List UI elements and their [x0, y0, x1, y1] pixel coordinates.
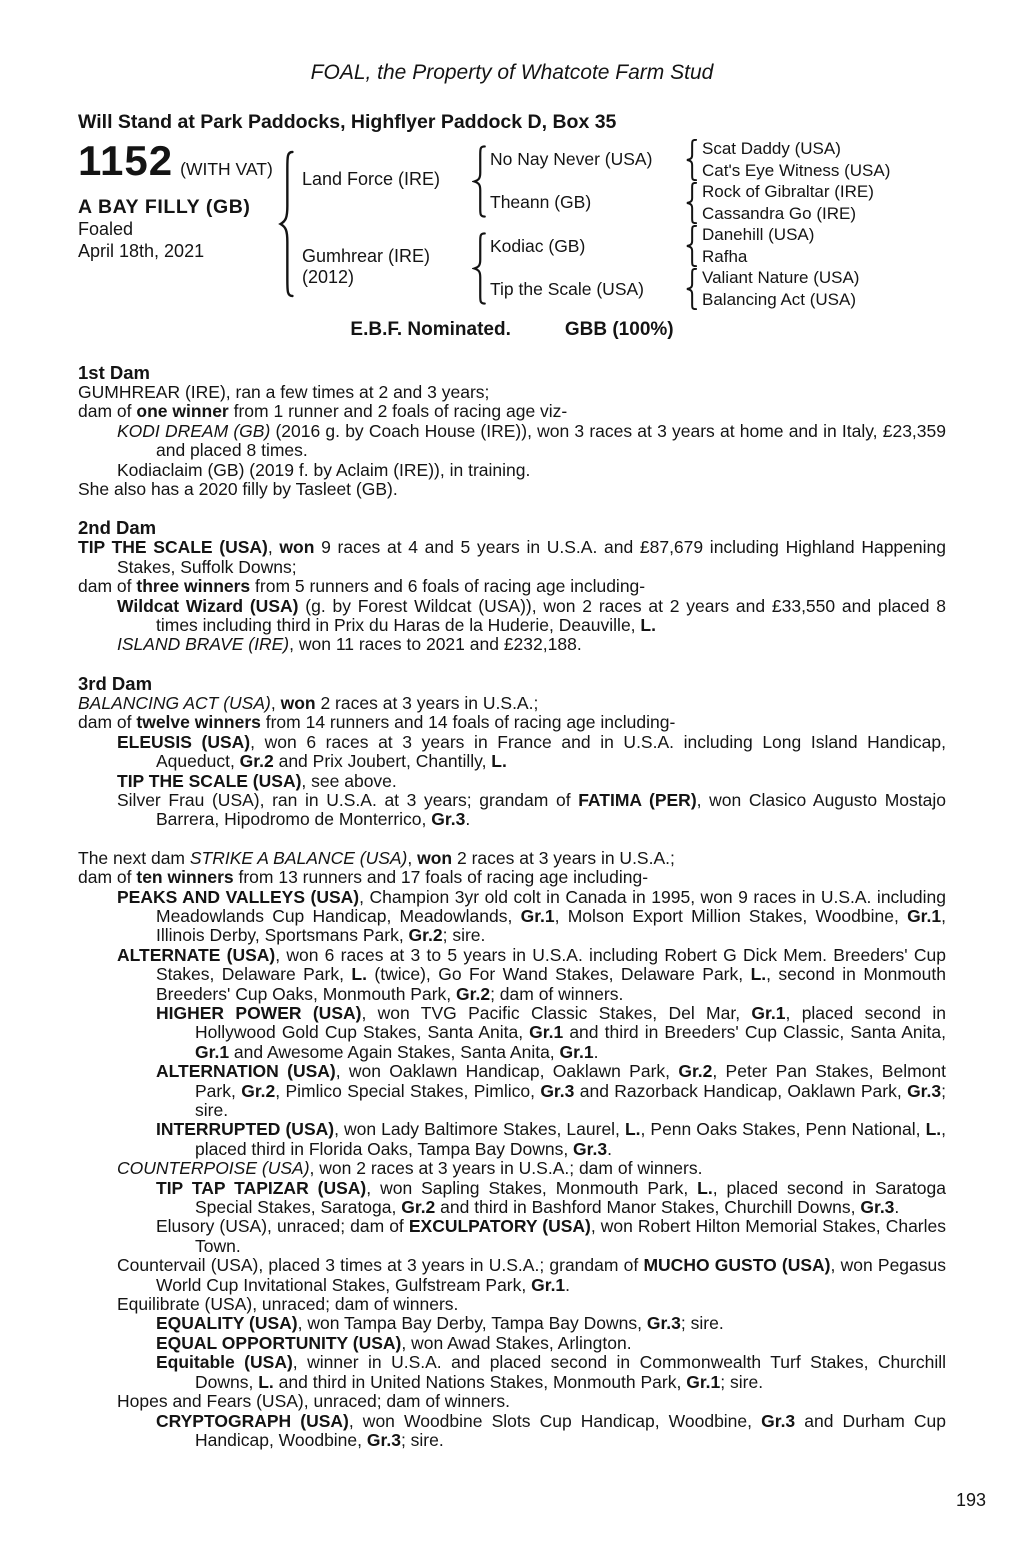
- gbb-note: GBB (100%): [564, 319, 674, 340]
- brace-icon: [685, 225, 698, 267]
- pedigree-paragraph: [78, 1334, 946, 1353]
- great-grandparent-name: Cassandra Go (IRE): [702, 203, 856, 223]
- pedigree-paragraph: [78, 480, 946, 499]
- text-segment: COUNTERPOISE (USA): [117, 1158, 310, 1179]
- text-segment: , placed second in Saratoga Special Stakes, Saratoga,: [195, 1177, 946, 1218]
- vat-note: (WITH VAT): [180, 159, 273, 179]
- pedigree-paragraph: [78, 1256, 946, 1295]
- text-segment: Gr.1: [559, 1041, 594, 1062]
- pedigree-paragraph: [78, 694, 946, 713]
- pedigree-paragraph: [78, 1353, 946, 1392]
- text-segment: , won Robert Hilton Memorial Stakes, Charles Town.: [195, 1216, 947, 1256]
- text-segment: PEAKS AND VALLEYS (USA): [117, 886, 360, 907]
- text-segment: Gr.2: [239, 751, 274, 772]
- brace-icon: [685, 182, 698, 224]
- text-segment: Gr.1: [195, 1041, 230, 1062]
- text-segment: , won 6 races at 3 to 5 years in U.S.A. including Robert G Dick Mem. Breeders' Cup Stakes, Delaware Park,: [156, 944, 946, 985]
- text-segment: and third in United Nations Stakes, Monmouth Park,: [273, 1371, 687, 1392]
- text-segment: ELEUSIS (USA): [117, 731, 251, 752]
- dam-section: [78, 363, 946, 499]
- text-segment: , Penn Oaks Stakes, Penn National,: [640, 1119, 926, 1140]
- brace-icon: [472, 145, 487, 218]
- text-segment: Gr.3: [860, 1197, 895, 1218]
- text-segment: from 14 runners and 14 foals of racing age including-: [260, 712, 676, 733]
- text-segment: GUMHREAR (IRE), ran a few times at 2 and 3 years;: [78, 382, 490, 402]
- text-segment: and third in Breeders' Cup Classic, Santa Anita,: [563, 1022, 946, 1043]
- text-segment: Equitable (USA): [156, 1352, 293, 1373]
- text-segment: CRYPTOGRAPH (USA): [156, 1410, 349, 1431]
- pedigree-paragraph: [78, 402, 946, 421]
- text-segment: Kodiaclaim (GB) (2019 f. by Aclaim (IRE)), in training.: [117, 459, 531, 480]
- text-segment: ; sire.: [720, 1371, 764, 1392]
- text-segment: TIP THE SCALE (USA): [117, 770, 302, 791]
- text-segment: and Durham Cup Handicap, Woodbine,: [195, 1410, 946, 1450]
- pedigree-paragraph: [78, 422, 946, 461]
- text-segment: .: [465, 809, 471, 830]
- text-segment: L.: [640, 615, 656, 636]
- pedigree-paragraph: [78, 1295, 946, 1314]
- brace-icon: [685, 268, 698, 310]
- text-segment: Gr.3: [540, 1080, 575, 1101]
- text-segment: L.: [351, 964, 367, 985]
- text-segment: .: [607, 1138, 612, 1159]
- pedigree-paragraph: [78, 461, 946, 480]
- text-segment: and third in Bashford Manor Stakes, Churchill Downs,: [435, 1197, 861, 1218]
- text-segment: (twice), Go For Wand Stakes, Delaware Park,: [366, 964, 751, 985]
- pedigree-paragraph: [78, 713, 946, 732]
- nomination-line: [78, 319, 946, 340]
- pedigree-paragraph: [78, 733, 946, 772]
- great-grandparent-name: Rafha: [702, 246, 748, 266]
- text-segment: Gr.1: [907, 905, 942, 926]
- pedigree-paragraph: [78, 1179, 946, 1218]
- text-segment: Hopes and Fears (USA), unraced; dam of winners.: [117, 1391, 510, 1412]
- text-segment: EQUAL OPPORTUNITY (USA): [156, 1332, 402, 1353]
- text-segment: Gr.2: [241, 1080, 276, 1101]
- text-segment: Gr.3: [761, 1410, 796, 1431]
- pedigree-paragraph: [78, 849, 946, 868]
- pedigree-paragraph: [78, 791, 946, 830]
- great-grandparent-name: Danehill (USA): [702, 225, 815, 244]
- text-segment: STRIKE A BALANCE (USA): [189, 847, 408, 868]
- pedigree-paragraph: [78, 1314, 946, 1333]
- text-segment: , won 11 races to 2021 and £232,188.: [289, 634, 582, 655]
- pedigree-paragraph: [78, 1120, 946, 1159]
- text-segment: Gr.1: [529, 1022, 564, 1043]
- text-segment: ; sire.: [195, 1080, 946, 1120]
- text-segment: twelve winners: [136, 712, 261, 733]
- text-segment: Countervail (USA), placed 3 times at 3 years in U.S.A.; grandam of: [117, 1255, 644, 1276]
- text-segment: Silver Frau (USA), ran in U.S.A. at 3 years; grandam of: [117, 789, 579, 810]
- text-segment: Equilibrate (USA), unraced; dam of winners.: [117, 1294, 459, 1315]
- grandparent-name: Theann (GB): [490, 192, 592, 212]
- text-segment: won: [280, 692, 316, 713]
- text-segment: ; sire.: [442, 925, 486, 946]
- brace-icon: [278, 149, 295, 299]
- pedigree-paragraph: [78, 1392, 946, 1411]
- text-segment: (g. by Forest Wildcat (USA)), won 2 races at 2 years and £33,550 and placed 8 times including third in Prix du Haras de la Huderie, Deauville,: [156, 595, 946, 636]
- great-grandparent-name: Valiant Nature (USA): [702, 268, 860, 287]
- dam-name: Gumhrear (IRE): [302, 246, 431, 266]
- text-segment: ,: [267, 537, 280, 558]
- text-segment: .: [593, 1041, 599, 1062]
- text-segment: , see above.: [301, 770, 397, 791]
- text-segment: , won Oaklawn Handicap, Oaklawn Park,: [335, 1061, 679, 1082]
- text-segment: ,: [270, 692, 281, 713]
- text-segment: Gr.3: [646, 1313, 681, 1334]
- pedigree-paragraph: [78, 1412, 946, 1451]
- text-segment: INTERRUPTED (USA): [156, 1119, 335, 1140]
- text-segment: L.: [750, 964, 767, 985]
- text-segment: FATIMA (PER): [578, 789, 697, 810]
- pedigree-paragraph: [78, 635, 946, 654]
- text-segment: and Awesome Again Stakes, Santa Anita,: [229, 1041, 560, 1062]
- text-segment: ; sire.: [400, 1429, 444, 1450]
- text-segment: Wildcat Wizard (USA): [117, 595, 299, 616]
- text-segment: , won Lady Baltimore Stakes, Laurel,: [334, 1119, 625, 1140]
- text-segment: HIGHER POWER (USA): [156, 1002, 362, 1023]
- text-segment: The next dam: [78, 847, 190, 868]
- text-segment: 2 races at 3 years in U.S.A.;: [315, 692, 539, 713]
- text-segment: L.: [624, 1119, 641, 1140]
- text-segment: , Peter Pan Stakes, Belmont Park,: [195, 1061, 946, 1101]
- pedigree-paragraph: [78, 868, 946, 887]
- text-segment: BALANCING ACT (USA): [78, 692, 271, 713]
- text-segment: ISLAND BRAVE (IRE): [117, 634, 290, 655]
- text-segment: and Prix Joubert, Chantilly,: [273, 751, 492, 772]
- text-segment: Gr.2: [401, 1197, 436, 1218]
- text-segment: , placed third in Florida Oaks, Tampa Bay Downs,: [195, 1119, 946, 1159]
- section-header: 3rd Dam: [78, 672, 153, 694]
- text-segment: KODI DREAM (GB): [117, 420, 271, 441]
- great-grandparent-name: Cat's Eye Witness (USA): [702, 160, 891, 180]
- text-segment: , won 6 races at 3 years in France and in U.S.A. including Long Island Handicap, Aqueduct,: [156, 731, 946, 772]
- text-segment: , won Awad Stakes, Arlington.: [401, 1332, 632, 1353]
- sire-name: Land Force (IRE): [302, 169, 441, 189]
- great-grandparent-name: Rock of Gibraltar (IRE): [702, 182, 874, 201]
- text-segment: ten winners: [136, 867, 234, 888]
- text-segment: .: [565, 1274, 571, 1295]
- text-segment: TIP THE SCALE (USA): [78, 537, 268, 558]
- stand-location-line: Will Stand at Park Paddocks, Highflyer Paddock D, Box 35: [78, 111, 617, 133]
- brace-icon: [685, 139, 698, 181]
- section-header: 1st Dam: [78, 362, 150, 383]
- text-segment: , Molson Export Million Stakes, Woodbine,: [554, 905, 908, 926]
- pedigree-paragraph: [78, 1159, 946, 1178]
- pedigree-paragraph: [78, 538, 946, 577]
- text-segment: and Razorback Handicap, Oaklawn Park,: [574, 1080, 908, 1101]
- text-segment: L.: [697, 1177, 713, 1198]
- ebf-nominated-note: E.B.F. Nominated.: [350, 319, 511, 340]
- text-segment: Gr.3: [431, 809, 466, 830]
- text-segment: ALTERNATION (USA): [156, 1061, 336, 1082]
- text-segment: from 1 runner and 2 foals of racing age viz-: [228, 401, 568, 422]
- text-segment: Gr.3: [573, 1138, 608, 1159]
- pedigree-paragraph: [78, 1062, 946, 1120]
- great-grandparent-name: Scat Daddy (USA): [702, 139, 841, 158]
- text-segment: (2016 g. by Coach House (IRE)), won 3 races at 3 years at home and in Italy, £23,359 and placed 8 times.: [156, 420, 946, 461]
- text-segment: Gr.1: [531, 1274, 566, 1295]
- pedigree-details: [78, 363, 946, 1450]
- great-grandparent-name: Balancing Act (USA): [702, 289, 857, 309]
- grandparent-name: Kodiac (GB): [490, 236, 586, 256]
- lot-number: 1152: [78, 137, 174, 184]
- pedigree-paragraph: [78, 597, 946, 636]
- text-segment: Gr.1: [520, 905, 555, 926]
- pedigree-paragraph: [78, 1004, 946, 1062]
- text-segment: from 13 runners and 17 foals of racing age including-: [233, 867, 649, 888]
- text-segment: won: [417, 847, 453, 868]
- text-segment: , winner in U.S.A. and placed second in Commonwealth Turf Stakes, Churchill Downs,: [195, 1352, 946, 1392]
- text-segment: , Pimlico Special Stakes, Pimlico,: [275, 1080, 541, 1101]
- dam-year: (2012): [302, 267, 355, 287]
- text-segment: Elusory (USA), unraced; dam of: [156, 1216, 409, 1237]
- text-segment: , placed second in Hollywood Gold Cup Stakes, Santa Anita,: [195, 1002, 946, 1043]
- text-segment: , won Sapling Stakes, Monmouth Park,: [366, 1177, 698, 1198]
- text-segment: , won Clasico Augusto Mostajo Barrera, Hipodromo de Monterrico,: [156, 789, 947, 830]
- pedigree-paragraph: [78, 1217, 946, 1256]
- text-segment: MUCHO GUSTO (USA): [643, 1255, 831, 1276]
- dam-section: [78, 674, 946, 830]
- horse-description: A BAY FILLY (GB): [78, 196, 251, 218]
- text-segment: Gr.2: [456, 983, 491, 1004]
- dam-section: [78, 518, 946, 654]
- text-segment: from 5 runners and 6 foals of racing age including-: [250, 576, 646, 597]
- text-segment: , won Tampa Bay Derby, Tampa Bay Downs,: [297, 1313, 647, 1334]
- text-segment: , second in Monmouth Breeders' Cup Oaks, Monmouth Park,: [156, 964, 946, 1004]
- text-segment: .: [894, 1197, 900, 1218]
- text-segment: TIP TAP TAPIZAR (USA): [156, 1177, 367, 1198]
- dam-section: [78, 849, 946, 1451]
- pedigree-block: [78, 133, 946, 314]
- great-grandparents-column: [702, 138, 890, 310]
- lot-line: [78, 139, 273, 183]
- text-segment: , Champion 3yr old colt in Canada in 1995, won 9 races in U.S.A. including Meadowlands Cup Handicap, Meadowlands,: [156, 886, 947, 926]
- text-segment: She also has a 2020 filly by Tasleet (GB).: [78, 479, 398, 500]
- text-segment: dam of: [78, 401, 137, 422]
- text-segment: EQUALITY (USA): [156, 1313, 298, 1334]
- text-segment: ,: [407, 847, 418, 868]
- text-segment: ; sire.: [680, 1313, 724, 1334]
- text-segment: Gr.1: [686, 1371, 721, 1392]
- text-segment: three winners: [136, 576, 251, 597]
- page-title: FOAL, the Property of Whatcote Farm Stud: [310, 61, 714, 84]
- text-segment: L.: [258, 1371, 274, 1392]
- text-segment: , Illinois Derby, Sportsmans Park,: [156, 905, 946, 946]
- text-segment: ALTERNATE (USA): [117, 944, 276, 965]
- pedigree-paragraph: [78, 383, 946, 402]
- pedigree-paragraph: [78, 577, 946, 596]
- text-segment: 9 races at 4 and 5 years in U.S.A. and £87,679 including Highland Happening Stakes, Suffolk Downs;: [117, 537, 946, 577]
- section-header: 2nd Dam: [78, 517, 157, 539]
- grandparent-name: Tip the Scale (USA): [490, 279, 644, 299]
- text-segment: EXCULPATORY (USA): [408, 1216, 591, 1237]
- pedigree-paragraph: [78, 888, 946, 946]
- text-segment: Gr.2: [408, 925, 443, 946]
- text-segment: ; dam of winners.: [490, 983, 624, 1004]
- page-number: 193: [955, 1490, 986, 1510]
- text-segment: L.: [925, 1119, 942, 1140]
- pedigree-paragraph: [78, 946, 946, 1004]
- foaled-label: Foaled: [78, 219, 134, 239]
- grandparent-name: No Nay Never (USA): [490, 149, 653, 169]
- text-segment: Gr.1: [751, 1002, 786, 1023]
- text-segment: , won Pegasus World Cup Invitational Stakes, Gulfstream Park,: [156, 1255, 947, 1295]
- text-segment: dam of: [78, 867, 137, 888]
- foaled-date: April 18th, 2021: [78, 241, 205, 261]
- text-segment: L.: [491, 751, 507, 772]
- text-segment: , won Woodbine Slots Cup Handicap, Woodbine,: [348, 1410, 762, 1431]
- text-segment: , won 2 races at 3 years in U.S.A.; dam of winners.: [309, 1158, 703, 1179]
- text-segment: one winner: [136, 401, 229, 422]
- pedigree-paragraph: [78, 772, 946, 791]
- lot-block: [78, 139, 273, 262]
- text-segment: dam of: [78, 712, 137, 733]
- dam-block: [302, 246, 430, 288]
- text-segment: Gr.3: [907, 1080, 942, 1101]
- text-segment: , won TVG Pacific Classic Stakes, Del Mar,: [361, 1002, 752, 1023]
- text-segment: 2 races at 3 years in U.S.A.;: [452, 847, 675, 868]
- text-segment: Gr.2: [678, 1061, 713, 1082]
- text-segment: Gr.3: [366, 1429, 401, 1450]
- text-segment: dam of: [78, 576, 137, 597]
- brace-icon: [472, 232, 487, 305]
- text-segment: won: [279, 537, 315, 558]
